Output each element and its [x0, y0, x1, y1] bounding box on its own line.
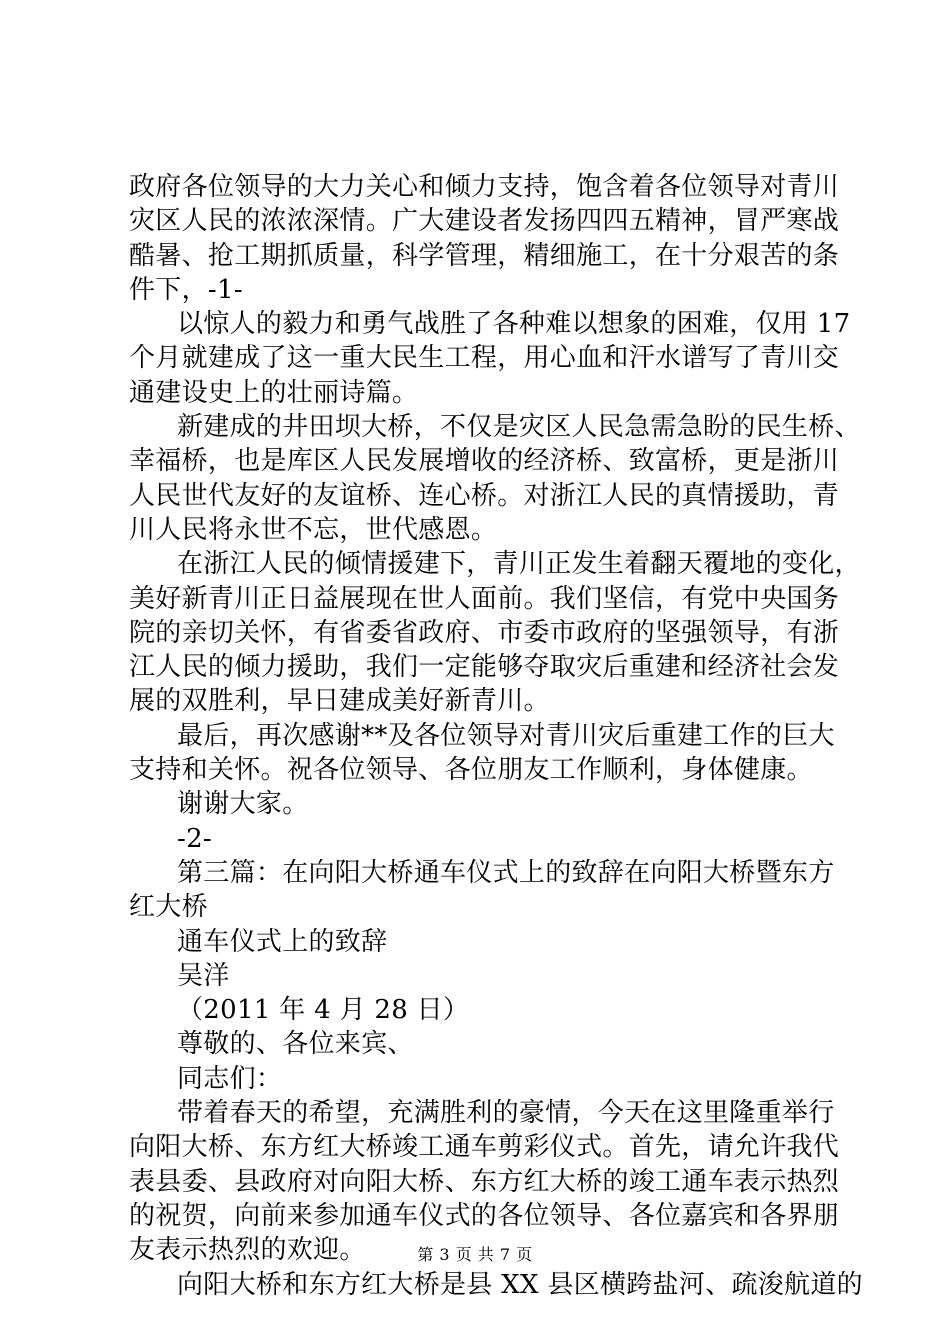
page-footer: 第 3 页 共 7 页 [417, 1245, 533, 1264]
text-line: 灾区人民的浓浓深情。广大建设者发扬四四五精神，冒严寒战 [129, 206, 840, 237]
text-line: 美好新青川正日益展现在世人面前。我们坚信，有党中央国务 [129, 583, 840, 614]
text-line: 向阳大桥、东方红大桥竣工通车剪彩仪式。首先，请允许我代 [129, 1132, 840, 1163]
text-line: 最后，再次感谢**及各位领导对青川灾后重建工作的巨大 [177, 720, 835, 751]
text-line: 向阳大桥和东方红大桥是县 XX 县区横跨盐河、疏浚航道的 [177, 1269, 863, 1300]
text-line: 展的双胜利，早日建成美好新青川。 [129, 686, 550, 717]
text-line: 的祝贺，向前来参加通车仪式的各位领导、各位嘉宾和各界朋 [129, 1200, 840, 1231]
text-line: 人民世代友好的友谊桥、连心桥。对浙江人民的真情援助，青 [129, 480, 840, 511]
text-line: 通车仪式上的致辞 [177, 926, 388, 957]
text-line: 尊敬的、各位来宾、 [177, 1029, 414, 1060]
text-line: 江人民的倾力援助，我们一定能够夺取灾后重建和经济社会发 [129, 652, 840, 683]
text-line: -2- [177, 823, 213, 854]
text-line: 表县委、县政府对向阳大桥、东方红大桥的竣工通车表示热烈 [129, 1166, 840, 1197]
text-line: 以惊人的毅力和勇气战胜了各种难以想象的困难，仅用 17 [177, 309, 851, 340]
text-line: 新建成的井田坝大桥，不仅是灾区人民急需急盼的民生桥、 [177, 412, 861, 443]
text-line: 个月就建成了这一重大民生工程，用心血和汗水谱写了青川交 [129, 343, 840, 374]
text-line: 政府各位领导的大力关心和倾力支持，饱含着各位领导对青川 [129, 172, 840, 202]
text-line: 支持和关怀。祝各位领导、各位朋友工作顺利，身体健康。 [129, 755, 813, 786]
text-line: 酷暑、抢工期抓质量，科学管理，精细施工，在十分艰苦的条 [129, 240, 840, 271]
text-line: 通建设史上的壮丽诗篇。 [129, 377, 419, 408]
text-line: 川人民将永世不忘，世代感恩。 [129, 514, 498, 545]
text-line: 件下，-1- [129, 274, 243, 305]
text-line: 友表示热烈的欢迎。 [129, 1235, 366, 1266]
text-line: 院的亲切关怀，有省委省政府、市委市政府的坚强领导，有浙 [129, 617, 840, 648]
text-line: （2011 年 4 月 28 日） [177, 995, 470, 1026]
text-line: 带着春天的希望，充满胜利的豪情，今天在这里隆重举行 [177, 1098, 835, 1129]
text-line: 谢谢大家。 [177, 789, 309, 820]
text-line: 吴洋 [177, 960, 230, 991]
text-line: 幸福桥，也是库区人民发展增收的经济桥、致富桥，更是浙川 [129, 446, 840, 477]
text-line: 第三篇：在向阳大桥通车仪式上的致辞在向阳大桥暨东方 [177, 857, 835, 888]
text-line: 红大桥 [129, 892, 208, 923]
text-line: 在浙江人民的倾情援建下，青川正发生着翻天覆地的变化， [177, 549, 861, 580]
document-body [129, 170, 863, 1302]
text-line: 同志们： [177, 1063, 283, 1094]
